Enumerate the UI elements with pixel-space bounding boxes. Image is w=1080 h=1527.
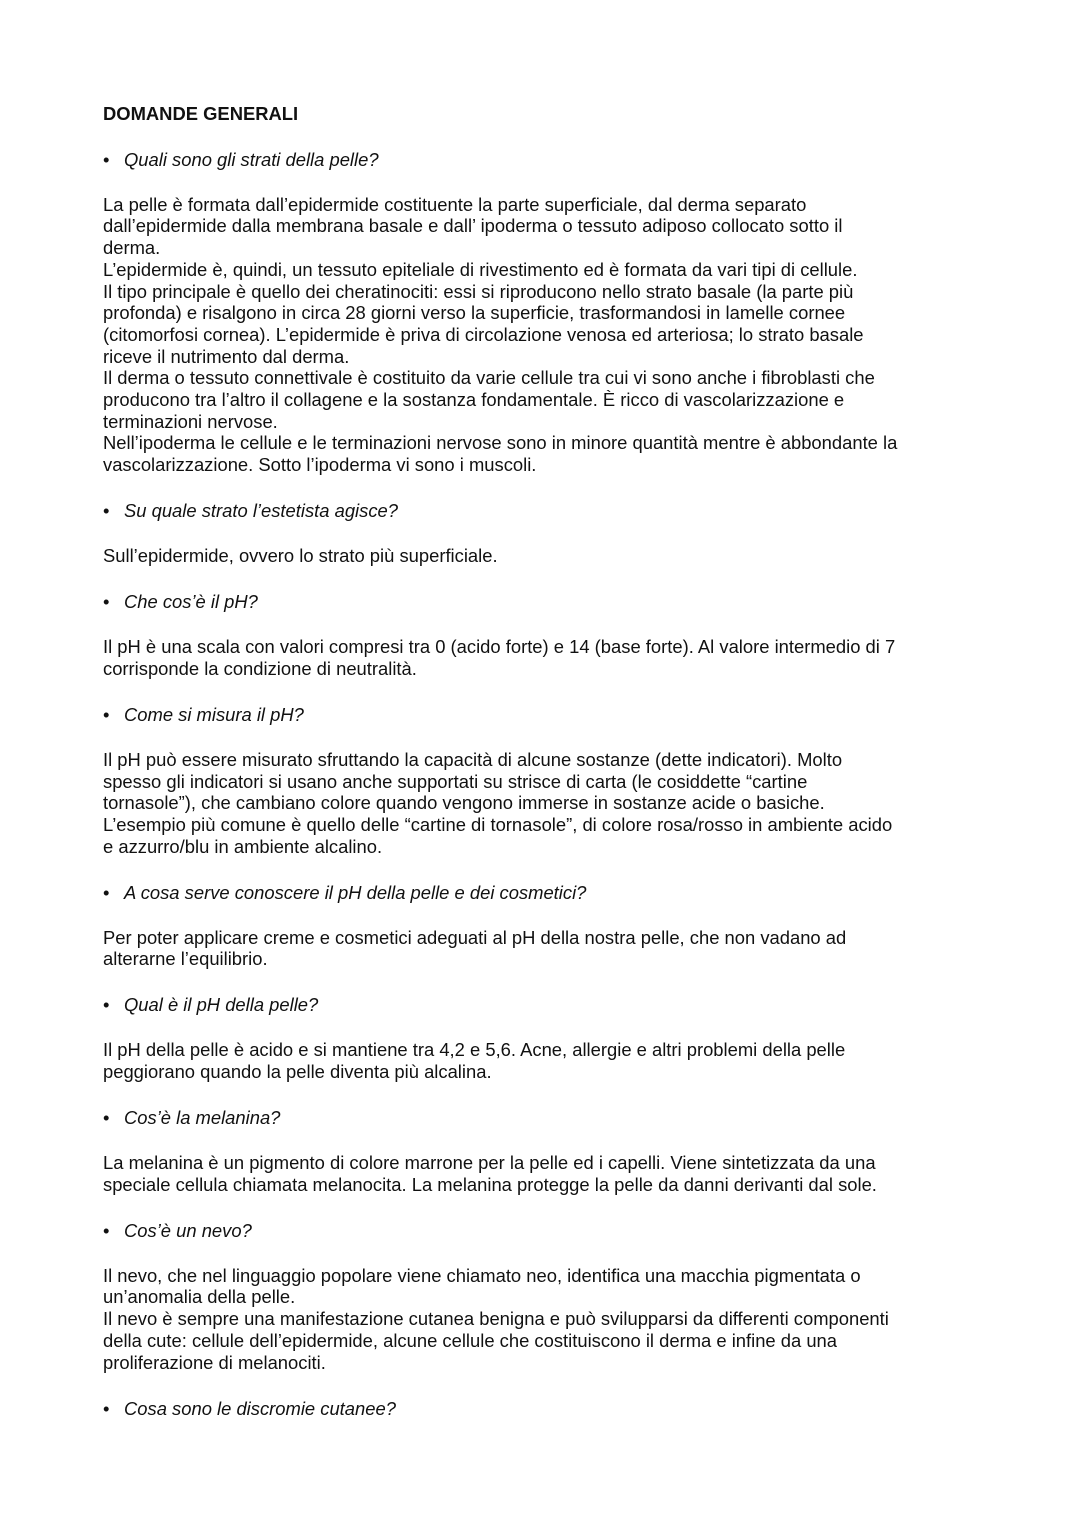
answer-line: producono tra l’altro il collagene e la sostanza fondamentale. È ricco di vascolarizzazione e xyxy=(103,389,845,411)
question-text: A cosa serve conoscere il pH della pelle e dei cosmetici? xyxy=(124,881,587,903)
bullet-icon: • xyxy=(103,1107,110,1129)
document-page xyxy=(103,103,1003,1443)
page-title: DOMANDE GENERALI xyxy=(103,103,299,124)
bullet-icon: • xyxy=(103,881,110,903)
answer-line: Nell’ipoderma le cellule e le terminazioni nervose sono in minore quantità mentre è abbondante la xyxy=(103,432,898,454)
bullet-icon: • xyxy=(103,500,110,522)
question xyxy=(103,994,1003,1016)
answer-line: riceve il nutrimento dal derma. xyxy=(103,345,350,367)
answer-line: Sull’epidermide, ovvero lo strato più superficiale. xyxy=(103,545,498,567)
answer-line: Il pH è una scala con valori compresi tra 0 (acido forte) e 14 (base forte). Al valore intermedio di 7 xyxy=(103,636,896,658)
answer-line: derma. xyxy=(103,237,161,259)
answer-line: La pelle è formata dall’epidermide costituente la parte superficiale, dal derma separato xyxy=(103,193,807,215)
answer-line: peggiorano quando la pelle diventa più alcalina. xyxy=(103,1061,492,1083)
answer-line: della cute: cellule dell’epidermide, alcune cellule che costituiscono il derma e infine da una xyxy=(103,1329,838,1351)
question xyxy=(103,882,1003,904)
answer-line: Il derma o tessuto connettivale è costituito da varie cellule tra cui vi sono anche i fibroblasti che xyxy=(103,367,875,389)
answer-line: un’anomalia della pelle. xyxy=(103,1286,296,1308)
answer-line: tornasole”), che cambiano colore quando vengono immerse in sostanze acide o basiche. xyxy=(103,792,825,814)
bullet-icon: • xyxy=(103,994,110,1016)
answer-line: Per poter applicare creme e cosmetici adeguati al pH della nostra pelle, che non vadano ad xyxy=(103,926,847,948)
answer-line: vascolarizzazione. Sotto l’ipoderma vi sono i muscoli. xyxy=(103,454,537,476)
qa-list xyxy=(103,149,1003,1420)
question xyxy=(103,1107,1003,1129)
answer-paragraph xyxy=(103,749,1003,858)
bullet-icon: • xyxy=(103,1219,110,1241)
answer-paragraph xyxy=(103,1152,1003,1195)
answer-line: Il nevo, che nel linguaggio popolare viene chiamato neo, identifica una macchia pigmentata o xyxy=(103,1264,861,1286)
answer-line: corrisponde la condizione di neutralità. xyxy=(103,657,417,679)
answer-line: proliferazione di melanociti. xyxy=(103,1351,326,1373)
answer-line: dall’epidermide dalla membrana basale e dall’ ipoderma o tessuto adiposo collocato sotto il xyxy=(103,215,843,237)
answer-line: (citomorfosi cornea). L’epidermide è priva di circolazione venosa ed arteriosa; lo strato basale xyxy=(103,323,864,345)
answer-line: e azzurro/blu in ambiente alcalino. xyxy=(103,835,383,857)
answer-paragraph xyxy=(103,636,1003,679)
question-text: Che cos’è il pH? xyxy=(124,591,258,613)
answer-line: Il pH può essere misurato sfruttando la capacità di alcune sostanze (dette indicatori). Molto xyxy=(103,748,843,770)
answer-paragraph xyxy=(103,1039,1003,1082)
question xyxy=(103,1398,1003,1420)
question xyxy=(103,1220,1003,1242)
answer-line: L’esempio più comune è quello delle “cartine di tornasole”, di colore rosa/rosso in ambiente acido xyxy=(103,813,893,835)
answer-line: profonda) e risalgono in circa 28 giorni verso la superficie, trasformandosi in lamelle cornee xyxy=(103,302,846,324)
question-text: Cos’è la melanina? xyxy=(124,1107,281,1129)
question-text: Cos’è un nevo? xyxy=(124,1219,252,1241)
bullet-icon: • xyxy=(103,148,110,170)
question-text: Su quale strato l’estetista agisce? xyxy=(124,500,398,522)
question-text: Cosa sono le discromie cutanee? xyxy=(124,1397,396,1419)
answer-line: Il tipo principale è quello dei cheratinociti: essi si riproducono nello strato basale (la parte più xyxy=(103,280,854,302)
question xyxy=(103,704,1003,726)
question-text: Quali sono gli strati della pelle? xyxy=(124,148,379,170)
answer-line: La melanina è un pigmento di colore marrone per la pelle ed i capelli. Viene sintetizzata da una xyxy=(103,1152,876,1174)
bullet-icon: • xyxy=(103,1397,110,1419)
question xyxy=(103,591,1003,613)
answer-line: Il pH della pelle è acido e si mantiene tra 4,2 e 5,6. Acne, allergie e altri problemi della pelle xyxy=(103,1039,846,1061)
bullet-icon: • xyxy=(103,591,110,613)
answer-paragraph xyxy=(103,1265,1003,1374)
answer-line: Il nevo è sempre una manifestazione cutanea benigna e può svilupparsi da differenti componenti xyxy=(103,1308,889,1330)
answer-line: speciale cellula chiamata melanocita. La melanina protegge la pelle da danni derivanti dal sole. xyxy=(103,1173,877,1195)
answer-paragraph xyxy=(103,194,1003,476)
question xyxy=(103,500,1003,522)
answer-paragraph xyxy=(103,927,1003,970)
answer-line: terminazioni nervose. xyxy=(103,410,278,432)
answer-paragraph xyxy=(103,545,1003,567)
question-text: Qual è il pH della pelle? xyxy=(124,994,319,1016)
answer-line: alterarne l’equilibrio. xyxy=(103,948,268,970)
question xyxy=(103,149,1003,171)
answer-line: spesso gli indicatori si usano anche supportati su strisce di carta (le cosiddette “cartine xyxy=(103,770,808,792)
question-text: Come si misura il pH? xyxy=(124,703,304,725)
bullet-icon: • xyxy=(103,703,110,725)
answer-line: L’epidermide è, quindi, un tessuto epiteliale di rivestimento ed è formata da vari tipi di cellule. xyxy=(103,258,858,280)
